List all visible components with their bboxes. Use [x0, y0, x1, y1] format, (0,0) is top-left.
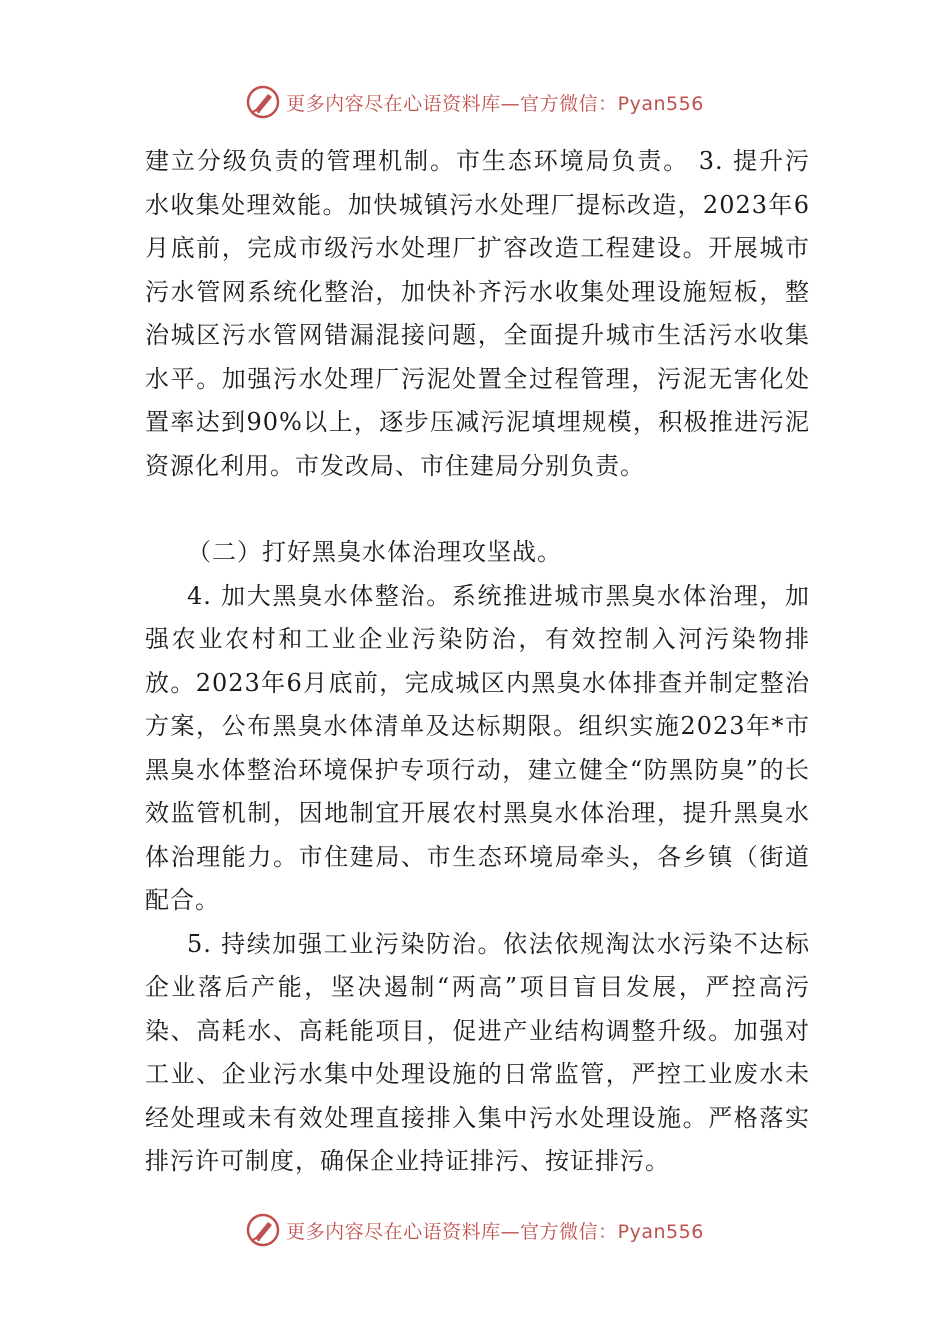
- footer-watermark: [0, 1210, 950, 1250]
- paragraph-1: 建立分级负责的管理机制。市生态环境局负责。 3. 提升污水收集处理效能。加快城镇污水处理厂提标改造，2023年6月底前，完成市级污水处理厂扩容改造工程建设。开展城市污水管网系统化整治，加快补齐污水收集处理设施短板，整治城区污水管网错漏混接问题，全面提升城市生活污水收集水平。加强污水处理厂污泥处置全过程管理，污泥无害化处置率达到90%以上，逐步压减污泥填埋规模，积极推进污泥资源化利用。市发改局、市住建局分别负责。: [145, 147, 810, 480]
- document-body: [145, 140, 810, 1184]
- section-heading-2: （二）打好黑臭水体治理攻坚战。: [187, 538, 562, 566]
- watermark-text: 更多内容尽在心语资料库—官方微信：Pyan556: [286, 92, 704, 115]
- watermark-text: 更多内容尽在心语资料库—官方微信：Pyan556: [286, 1220, 704, 1243]
- header-watermark: [0, 82, 950, 122]
- pen-nib-logo-icon: [246, 85, 280, 119]
- pen-nib-logo-icon: [246, 1213, 280, 1247]
- paragraph-5: 5. 持续加强工业污染防治。依法依规淘汰水污染不达标企业落后产能，坚决遏制“两高”项目盲目发展，严控高污染、高耗水、高耗能项目，促进产业结构调整升级。加强对工业、企业污水集中处理设施的日常监管，严控工业废水未经处理或未有效处理直接排入集中污水处理设施。严格落实排污许可制度，确保企业持证排污、按证排污。: [145, 929, 810, 1175]
- paragraph-4: 4. 加大黑臭水体整治。系统推进城市黑臭水体治理，加强农业农村和工业企业污染防治，有效控制入河污染物排放。2023年6月底前，完成城区内黑臭水体排查并制定整治方案，公布黑臭水体清单及达标期限。组织实施2023年*市黑臭水体整治环境保护专项行动，建立健全“防黑防臭”的长效监管机制，因地制宜开展农村黑臭水体治理，提升黑臭水体治理能力。市住建局、市生态环境局牵头，各乡镇（街道配合。: [145, 581, 810, 914]
